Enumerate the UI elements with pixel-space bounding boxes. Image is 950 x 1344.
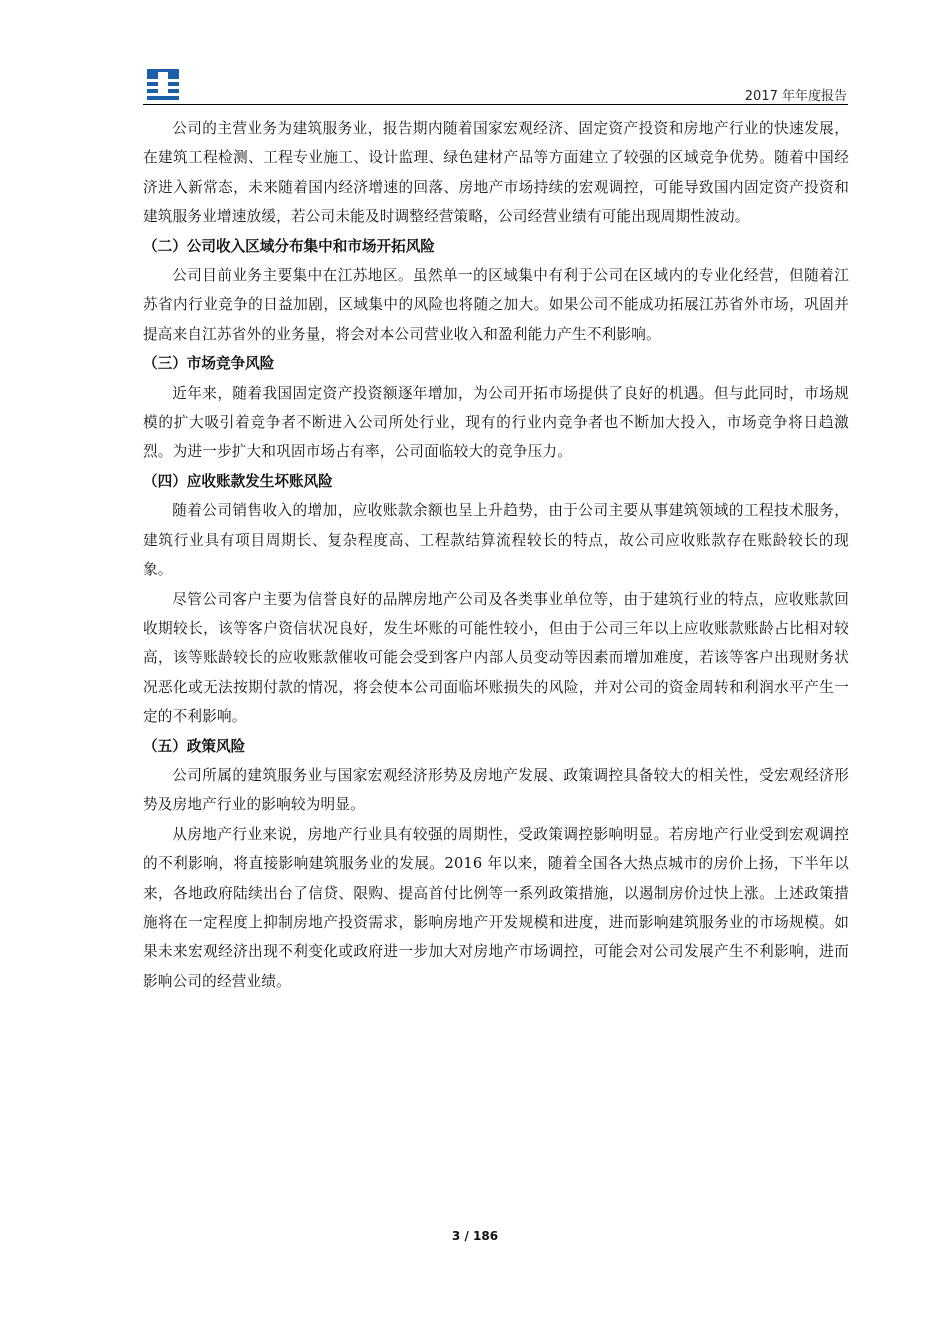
document-body [143,114,849,996]
paragraph-policy-risk-2: 从房地产行业来说，房地产行业具有较强的周期性，受政策调控影响明显。若房地产行业受到宏观调控的不利影响，将直接影响建筑服务业的发展。2016 年以来，随着全国各大热点城市的房价上扬，下半年以来，各地政府陆续出台了信贷、限购、提高首付比例等一系列政策措施，以遏制房价过快上涨。上述政策措施将在一定程度上抑制房地产投资需求，影响房地产开发规模和进度，进而影响建筑服务业的市场规模。如果未来宏观经济出现不利变化或政府进一步加大对房地产市场调控，可能会对公司发展产生不利影响，进而影响公司的经营业绩。 [143,825,849,990]
section-heading-regional-risk: （二）公司收入区域分布集中和市场开拓风险 [143,237,435,255]
header-divider [143,104,848,105]
company-logo-icon [146,68,180,102]
section-heading-policy-risk: （五）政策风险 [143,737,246,755]
page-number: 3 / 186 [451,1229,499,1243]
report-title: 2017 年年度报告 [744,89,847,104]
paragraph-policy-risk-1: 公司所属的建筑服务业与国家宏观经济形势及房地产发展、政策调控具备较大的相关性，受宏观经济形势及房地产行业的影响较为明显。 [143,766,849,814]
section-heading-bad-debt-risk: （四）应收账款发生坏账风险 [143,472,333,490]
paragraph-main-business: 公司的主营业务为建筑服务业，报告期内随着国家宏观经济、固定资产投资和房地产行业的快速发展，在建筑工程检测、工程专业施工、设计监理、绿色建材产品等方面建立了较强的区域竞争优势。随着中国经济进入新常态，未来随着国内经济增速的回落、房地产市场持续的宏观调控，可能导致国内固定资产投资和建筑服务业增速放缓，若公司未能及时调整经营策略，公司经营业绩有可能出现周期性波动。 [143,120,849,226]
paragraph-bad-debt-risk-2: 尽管公司客户主要为信誉良好的品牌房地产公司及各类事业单位等，由于建筑行业的特点，应收账款回收期较长，该等客户资信状况良好，发生坏账的可能性较小，但由于公司三年以上应收账款账龄占比相对较高，该等账龄较长的应收账款催收可能会受到客户内部人员变动等因素而增加难度，若该等客户出现财务状况恶化或无法按期付款的情况，将会使本公司面临坏账损失的风险，并对公司的资金周转和利润水平产生一定的不利影响。 [143,590,849,726]
section-heading-competition-risk: （三）市场竞争风险 [143,355,275,373]
paragraph-regional-risk: 公司目前业务主要集中在江苏地区。虽然单一的区域集中有利于公司在区域内的专业化经营，但随着江苏省内行业竞争的日益加剧，区域集中的风险也将随之加大。如果公司不能成功拓展江苏省外市场，巩固并提高来自江苏省外的业务量，将会对本公司营业收入和盈利能力产生不利影响。 [143,267,849,343]
paragraph-competition-risk: 近年来，随着我国固定资产投资额逐年增加，为公司开拓市场提供了良好的机遇。但与此同时，市场规模的扩大吸引着竞争者不断进入公司所处行业，现有的行业内竞争者也不断加大投入，市场竞争将日趋激烈。为进一步扩大和巩固市场占有率，公司面临较大的竞争压力。 [143,384,849,461]
paragraph-bad-debt-risk-1: 随着公司销售收入的增加，应收账款余额也呈上升趋势，由于公司主要从事建筑领域的工程技术服务，建筑行业具有项目周期长、复杂程度高、工程款结算流程较长的特点，故公司应收账款存在账龄较长的现象。 [143,502,849,579]
